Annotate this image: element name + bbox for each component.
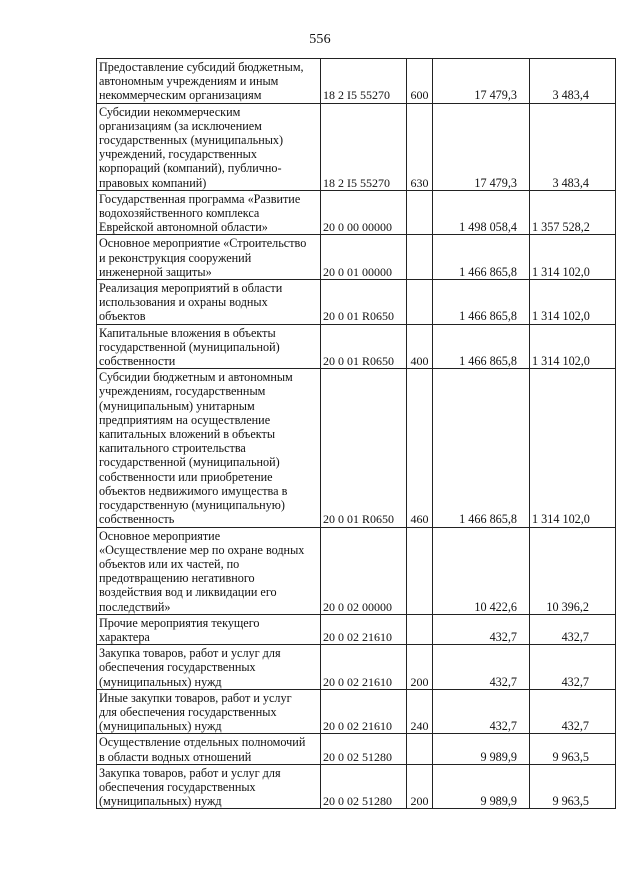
amount-cell-2: 1 314 102,0: [530, 280, 616, 325]
target-code-cell: 20 0 01 00000: [321, 235, 407, 280]
amount-cell-2: 1 357 528,2: [530, 190, 616, 235]
expense-type-cell: [407, 190, 433, 235]
amount-cell-2: 3 483,4: [530, 59, 616, 104]
amount-cell-1: 432,7: [433, 689, 530, 734]
expense-name-cell: Закупка товаров, работ и услуг для обеспечения государственных (муниципальных) нужд: [97, 645, 321, 690]
target-code-cell: 18 2 I5 55270: [321, 103, 407, 190]
table-row: [97, 614, 616, 644]
expense-type-cell: 200: [407, 645, 433, 690]
amount-cell-2: 432,7: [530, 689, 616, 734]
expense-name-cell: Осуществление отдельных полномочий в области водных отношений: [97, 734, 321, 764]
table-row: [97, 235, 616, 280]
amount-cell-2: 432,7: [530, 645, 616, 690]
expense-type-cell: [407, 235, 433, 280]
amount-cell-1: 432,7: [433, 645, 530, 690]
target-code-cell: 20 0 02 21610: [321, 614, 407, 644]
amount-cell-2: 3 483,4: [530, 103, 616, 190]
budget-table: [96, 58, 616, 809]
target-code-cell: 20 0 00 00000: [321, 190, 407, 235]
amount-cell-1: 17 479,3: [433, 59, 530, 104]
amount-cell-2: 9 963,5: [530, 734, 616, 764]
target-code-cell: 18 2 I5 55270: [321, 59, 407, 104]
expense-type-cell: 240: [407, 689, 433, 734]
expense-type-cell: [407, 280, 433, 325]
target-code-cell: 20 0 02 21610: [321, 689, 407, 734]
target-code-cell: 20 0 01 R0650: [321, 369, 407, 527]
amount-cell-1: 9 989,9: [433, 764, 530, 809]
table-row: [97, 324, 616, 369]
expense-name-cell: Предоставление субсидий бюджетным, автономным учреждениям и иным некоммерческим организациям: [97, 59, 321, 104]
amount-cell-1: 1 466 865,8: [433, 280, 530, 325]
target-code-cell: 20 0 02 00000: [321, 527, 407, 614]
amount-cell-1: 1 498 058,4: [433, 190, 530, 235]
target-code-cell: 20 0 02 51280: [321, 734, 407, 764]
expense-type-cell: 200: [407, 764, 433, 809]
table-row: [97, 689, 616, 734]
amount-cell-2: 432,7: [530, 614, 616, 644]
amount-cell-2: 1 314 102,0: [530, 235, 616, 280]
table-row: [97, 59, 616, 104]
amount-cell-2: 1 314 102,0: [530, 369, 616, 527]
expense-name-cell: Государственная программа «Развитие водохозяйственного комплекса Еврейской автономной области»: [97, 190, 321, 235]
table-row: [97, 190, 616, 235]
table-row: [97, 369, 616, 527]
table-row: [97, 734, 616, 764]
amount-cell-2: 10 396,2: [530, 527, 616, 614]
expense-name-cell: Основное мероприятие «Осуществление мер по охране водных объектов или их частей, по предотвращению негативного воздействия вод и ликвидации его последствий»: [97, 527, 321, 614]
table-row: [97, 280, 616, 325]
expense-type-cell: [407, 614, 433, 644]
expense-name-cell: Субсидии бюджетным и автономным учреждениям, государственным (муниципальным) унитарным предприятиям на осуществление капитальных вложений в объекты капитального строительства государственной (муниципальной) собственности или приобретение объектов недвижимого имущества в государственную (муниципальную) собственность: [97, 369, 321, 527]
amount-cell-1: 1 466 865,8: [433, 235, 530, 280]
expense-type-cell: 400: [407, 324, 433, 369]
amount-cell-1: 17 479,3: [433, 103, 530, 190]
amount-cell-1: 10 422,6: [433, 527, 530, 614]
amount-cell-2: 9 963,5: [530, 764, 616, 809]
target-code-cell: 20 0 02 21610: [321, 645, 407, 690]
expense-type-cell: 600: [407, 59, 433, 104]
expense-type-cell: [407, 734, 433, 764]
table-row: [97, 645, 616, 690]
target-code-cell: 20 0 02 51280: [321, 764, 407, 809]
expense-name-cell: Капитальные вложения в объекты государственной (муниципальной) собственности: [97, 324, 321, 369]
target-code-cell: 20 0 01 R0650: [321, 280, 407, 325]
target-code-cell: 20 0 01 R0650: [321, 324, 407, 369]
amount-cell-2: 1 314 102,0: [530, 324, 616, 369]
expense-name-cell: Основное мероприятие «Строительство и реконструкция сооружений инженерной защиты»: [97, 235, 321, 280]
table-row: [97, 103, 616, 190]
expense-name-cell: Иные закупки товаров, работ и услуг для обеспечения государственных (муниципальных) нужд: [97, 689, 321, 734]
expense-name-cell: Прочие мероприятия текущего характера: [97, 614, 321, 644]
table-row: [97, 764, 616, 809]
amount-cell-1: 9 989,9: [433, 734, 530, 764]
expense-name-cell: Реализация мероприятий в области использования и охраны водных объектов: [97, 280, 321, 325]
expense-name-cell: Закупка товаров, работ и услуг для обеспечения государственных (муниципальных) нужд: [97, 764, 321, 809]
amount-cell-1: 432,7: [433, 614, 530, 644]
expense-name-cell: Субсидии некоммерческим организациям (за исключением государственных (муниципальных) учреждений, государственных корпораций (компаний), публично- правовых компаний): [97, 103, 321, 190]
amount-cell-1: 1 466 865,8: [433, 324, 530, 369]
expense-type-cell: [407, 527, 433, 614]
page-number: 556: [309, 32, 331, 47]
expense-type-cell: 460: [407, 369, 433, 527]
table-row: [97, 527, 616, 614]
expense-type-cell: 630: [407, 103, 433, 190]
amount-cell-1: 1 466 865,8: [433, 369, 530, 527]
